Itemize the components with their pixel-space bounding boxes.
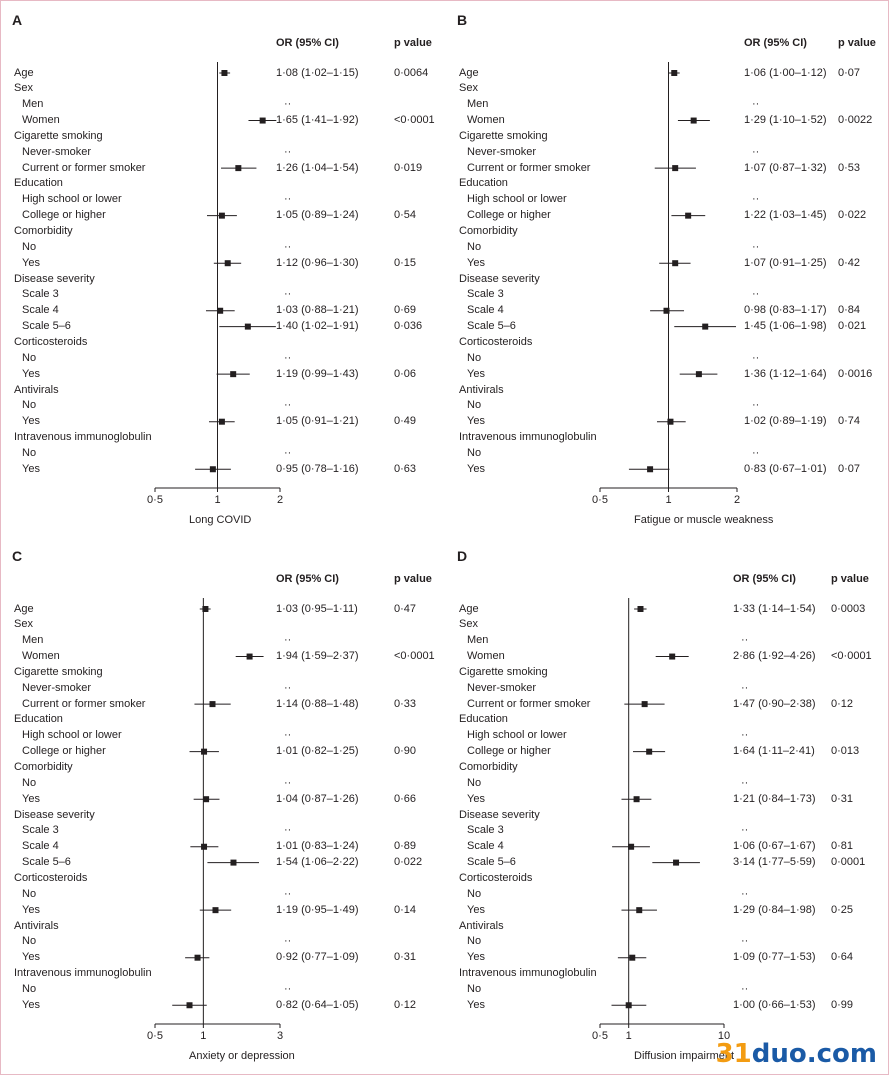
row-label: Comorbidity bbox=[14, 761, 73, 773]
row-label: Yes bbox=[467, 792, 485, 805]
row-label: Age bbox=[459, 602, 479, 615]
or-ci-value: 1·00 (0·66–1·53) bbox=[733, 998, 816, 1011]
or-ci-value: 1·33 (1·14–1·54) bbox=[733, 602, 816, 615]
row-label: Sex bbox=[459, 82, 478, 95]
row-label: Yes bbox=[467, 998, 485, 1011]
row-label: Education bbox=[14, 713, 63, 726]
row-label: No bbox=[22, 982, 37, 995]
row-label: Yes bbox=[22, 462, 40, 475]
or-ci-value: ·· bbox=[741, 729, 749, 742]
or-point-marker bbox=[628, 844, 634, 850]
or-ci-value: ·· bbox=[284, 776, 292, 789]
or-point-marker bbox=[219, 213, 225, 219]
or-point-marker bbox=[245, 324, 251, 330]
row-label: Scale 4 bbox=[22, 304, 59, 317]
row-label: Scale 5–6 bbox=[22, 320, 71, 333]
watermark-number: 31 bbox=[715, 1039, 752, 1069]
or-ci-value: ·· bbox=[284, 351, 292, 364]
p-column-header: p value bbox=[394, 573, 432, 585]
or-ci-value: ·· bbox=[741, 887, 749, 900]
or-ci-value: 1·01 (0·83–1·24) bbox=[276, 840, 359, 853]
row-label: No bbox=[22, 887, 37, 900]
or-ci-value: ·· bbox=[284, 982, 292, 995]
x-tick-label: 1 bbox=[625, 1030, 632, 1042]
or-ci-value: 1·94 (1·59–2·37) bbox=[276, 650, 359, 663]
p-value: 0·15 bbox=[394, 256, 417, 269]
or-ci-value: ·· bbox=[741, 982, 749, 995]
p-column-header: p value bbox=[831, 573, 869, 585]
x-tick-label: 2 bbox=[733, 494, 741, 506]
row-label: No bbox=[467, 887, 482, 900]
p-value: 0·31 bbox=[394, 951, 417, 964]
panel-letter: D bbox=[457, 548, 468, 564]
row-label: Women bbox=[467, 114, 505, 127]
row-label: Yes bbox=[22, 951, 40, 964]
or-ci-value: ·· bbox=[284, 681, 292, 694]
row-label: No bbox=[467, 982, 482, 995]
or-ci-value: 1·01 (0·82–1·25) bbox=[276, 745, 359, 758]
p-value: 0·53 bbox=[838, 161, 861, 174]
x-axis-title: Diffusion impairment bbox=[634, 1050, 735, 1062]
or-point-marker bbox=[672, 260, 678, 266]
row-label: Cigarette smoking bbox=[14, 665, 103, 678]
or-ci-value: 3·14 (1·77–5·59) bbox=[733, 856, 816, 869]
or-ci-value: ·· bbox=[741, 681, 749, 694]
row-label: No bbox=[467, 446, 482, 459]
or-point-marker bbox=[671, 70, 677, 76]
p-value: 0·99 bbox=[831, 998, 854, 1011]
row-label: Yes bbox=[22, 792, 40, 805]
or-ci-value: ·· bbox=[752, 288, 760, 301]
row-label: Scale 4 bbox=[467, 304, 504, 317]
or-ci-value: ·· bbox=[741, 634, 749, 647]
p-column-header: p value bbox=[394, 37, 432, 49]
row-label: Men bbox=[467, 634, 489, 647]
row-label: Age bbox=[14, 66, 34, 79]
or-column-header: OR (95% CI) bbox=[744, 37, 807, 49]
or-ci-value: ·· bbox=[752, 240, 760, 253]
or-ci-value: 1·36 (1·12–1·64) bbox=[744, 367, 827, 380]
or-ci-value: ·· bbox=[741, 776, 749, 789]
or-point-marker bbox=[217, 308, 223, 314]
or-ci-value: 1·29 (0·84–1·98) bbox=[733, 903, 816, 916]
or-point-marker bbox=[626, 1002, 632, 1008]
or-ci-value: 1·54 (1·06–2·22) bbox=[276, 856, 359, 869]
or-point-marker bbox=[225, 260, 231, 266]
row-label: Yes bbox=[467, 256, 485, 269]
or-point-marker bbox=[230, 371, 236, 377]
row-label: Corticosteroids bbox=[459, 871, 533, 884]
or-ci-value: ·· bbox=[752, 98, 760, 111]
or-ci-value: 1·06 (1·00–1·12) bbox=[744, 66, 827, 79]
or-ci-value: ·· bbox=[284, 240, 292, 253]
row-label: Education bbox=[14, 177, 63, 190]
or-point-marker bbox=[202, 606, 208, 612]
or-point-marker bbox=[212, 907, 218, 913]
or-point-marker bbox=[673, 860, 679, 866]
row-label: Women bbox=[467, 650, 505, 663]
or-point-marker bbox=[235, 165, 241, 171]
row-label: No bbox=[22, 776, 37, 789]
row-label: Yes bbox=[467, 415, 485, 428]
p-value: 0·12 bbox=[831, 697, 854, 710]
or-point-marker bbox=[647, 466, 653, 472]
row-label: Antivirals bbox=[14, 383, 59, 396]
row-label: College or higher bbox=[22, 209, 106, 222]
or-ci-value: 1·02 (0·89–1·19) bbox=[744, 415, 827, 428]
row-label: Current or former smoker bbox=[467, 161, 591, 174]
row-label: College or higher bbox=[467, 209, 551, 222]
or-point-marker bbox=[187, 1002, 193, 1008]
row-label: Intravenous immunoglobulin bbox=[14, 431, 152, 444]
p-value: 0·013 bbox=[831, 745, 860, 758]
or-ci-value: ·· bbox=[284, 824, 292, 837]
row-label: No bbox=[467, 776, 482, 789]
p-value: 0·69 bbox=[394, 304, 417, 317]
or-ci-value: 1·29 (1·10–1·52) bbox=[744, 114, 827, 127]
p-value: <0·0001 bbox=[831, 650, 872, 663]
p-value: 0·89 bbox=[394, 840, 417, 853]
x-tick-label: 1 bbox=[665, 494, 672, 506]
row-label: High school or lower bbox=[22, 193, 122, 206]
row-label: Cigarette smoking bbox=[459, 665, 548, 678]
row-label: Sex bbox=[14, 618, 33, 631]
or-point-marker bbox=[636, 907, 642, 913]
row-label: Cigarette smoking bbox=[459, 129, 548, 142]
or-point-marker bbox=[203, 796, 209, 802]
p-value: 0·42 bbox=[838, 256, 861, 269]
row-label: No bbox=[22, 399, 37, 412]
or-point-marker bbox=[230, 860, 236, 866]
or-point-marker bbox=[642, 701, 648, 707]
or-point-marker bbox=[634, 796, 640, 802]
p-value: 0·54 bbox=[394, 209, 417, 222]
p-value: 0·66 bbox=[394, 792, 417, 805]
x-axis-title: Anxiety or depression bbox=[189, 1050, 295, 1062]
or-point-marker bbox=[696, 371, 702, 377]
row-label: Sex bbox=[14, 82, 33, 95]
p-value: 0·33 bbox=[394, 697, 417, 710]
p-value: 0·06 bbox=[394, 367, 417, 380]
row-label: Intravenous immunoglobulin bbox=[14, 967, 152, 980]
or-ci-value: 0·92 (0·77–1·09) bbox=[276, 951, 359, 964]
row-label: Scale 3 bbox=[467, 288, 504, 301]
p-value: 0·0016 bbox=[838, 367, 873, 380]
row-label: Yes bbox=[467, 951, 485, 964]
forest-plot-c bbox=[0, 536, 440, 1066]
x-tick-label: 10 bbox=[717, 1030, 731, 1042]
or-ci-value: ·· bbox=[284, 98, 292, 111]
row-label: Antivirals bbox=[459, 919, 504, 932]
or-point-marker bbox=[702, 324, 708, 330]
or-point-marker bbox=[209, 701, 215, 707]
or-ci-value: ·· bbox=[284, 288, 292, 301]
p-value: 0·0001 bbox=[831, 856, 866, 869]
or-ci-value: 1·47 (0·90–2·38) bbox=[733, 697, 816, 710]
row-label: Comorbidity bbox=[459, 225, 518, 237]
row-label: No bbox=[22, 446, 37, 459]
row-label: Yes bbox=[467, 903, 485, 916]
row-label: Comorbidity bbox=[459, 761, 518, 773]
or-point-marker bbox=[210, 466, 216, 472]
row-label: Disease severity bbox=[459, 808, 540, 821]
or-point-marker bbox=[691, 118, 697, 124]
or-ci-value: 1·07 (0·91–1·25) bbox=[744, 256, 827, 269]
or-ci-value: 0·95 (0·78–1·16) bbox=[276, 462, 359, 475]
or-point-marker bbox=[219, 419, 225, 425]
row-label: Yes bbox=[22, 415, 40, 428]
or-ci-value: ·· bbox=[284, 935, 292, 948]
row-label: Scale 4 bbox=[467, 840, 504, 853]
or-ci-value: 0·98 (0·83–1·17) bbox=[744, 304, 827, 317]
row-label: Never-smoker bbox=[467, 681, 537, 694]
row-label: High school or lower bbox=[22, 729, 122, 742]
or-ci-value: 1·40 (1·02–1·91) bbox=[276, 320, 359, 333]
or-column-header: OR (95% CI) bbox=[276, 37, 339, 49]
p-value: 0·14 bbox=[394, 903, 417, 916]
row-label: Scale 5–6 bbox=[22, 856, 71, 869]
x-axis-title: Fatigue or muscle weakness bbox=[634, 514, 774, 526]
or-ci-value: ·· bbox=[284, 145, 292, 158]
row-label: Women bbox=[22, 650, 60, 663]
p-column-header: p value bbox=[838, 37, 876, 49]
p-value: 0·0022 bbox=[838, 114, 873, 127]
forest-svg bbox=[0, 536, 440, 1066]
p-value: 0·019 bbox=[394, 161, 423, 174]
or-point-marker bbox=[685, 213, 691, 219]
row-label: No bbox=[22, 935, 37, 948]
x-tick-label: 1 bbox=[214, 494, 221, 506]
panel-letter: A bbox=[12, 12, 23, 28]
row-label: Antivirals bbox=[459, 383, 504, 396]
forest-svg bbox=[0, 0, 440, 530]
row-label: College or higher bbox=[467, 745, 551, 758]
row-label: Yes bbox=[22, 998, 40, 1011]
or-point-marker bbox=[629, 955, 635, 961]
p-value: 0·021 bbox=[838, 320, 867, 333]
or-point-marker bbox=[637, 606, 643, 612]
p-value: 0·63 bbox=[394, 462, 417, 475]
or-point-marker bbox=[247, 654, 253, 660]
or-ci-value: 1·04 (0·87–1·26) bbox=[276, 792, 359, 805]
row-label: Corticosteroids bbox=[14, 335, 88, 348]
or-ci-value: ·· bbox=[284, 887, 292, 900]
row-label: Corticosteroids bbox=[459, 335, 533, 348]
row-label: Disease severity bbox=[459, 272, 540, 285]
row-label: Yes bbox=[22, 256, 40, 269]
or-point-marker bbox=[201, 749, 207, 755]
p-value: 0·74 bbox=[838, 415, 861, 428]
row-label: Men bbox=[22, 98, 44, 111]
or-ci-value: 1·65 (1·41–1·92) bbox=[276, 114, 359, 127]
or-point-marker bbox=[201, 844, 207, 850]
p-value: 0·07 bbox=[838, 66, 861, 79]
p-value: 0·022 bbox=[838, 209, 867, 222]
row-label: Intravenous immunoglobulin bbox=[459, 431, 597, 444]
row-label: Yes bbox=[22, 367, 40, 380]
row-label: No bbox=[22, 351, 37, 364]
or-point-marker bbox=[260, 118, 266, 124]
or-ci-value: 1·08 (1·02–1·15) bbox=[276, 66, 359, 79]
or-ci-value: 1·05 (0·89–1·24) bbox=[276, 209, 359, 222]
x-tick-label: 0·5 bbox=[147, 494, 163, 506]
or-ci-value: ·· bbox=[752, 193, 760, 206]
p-value: 0·64 bbox=[831, 951, 854, 964]
row-label: Never-smoker bbox=[467, 145, 537, 158]
or-point-marker bbox=[664, 308, 670, 314]
or-ci-value: 1·22 (1·03–1·45) bbox=[744, 209, 827, 222]
row-label: Disease severity bbox=[14, 272, 95, 285]
panel-letter: B bbox=[457, 12, 468, 28]
p-value: 0·036 bbox=[394, 320, 423, 333]
or-ci-value: 1·26 (1·04–1·54) bbox=[276, 161, 359, 174]
row-label: Comorbidity bbox=[14, 225, 73, 237]
row-label: No bbox=[467, 240, 482, 253]
forest-svg bbox=[445, 536, 885, 1066]
row-label: Disease severity bbox=[14, 808, 95, 821]
or-ci-value: ·· bbox=[284, 729, 292, 742]
row-label: No bbox=[467, 935, 482, 948]
x-tick-label: 0·5 bbox=[592, 1030, 608, 1042]
row-label: Age bbox=[459, 66, 479, 79]
p-value: 0·022 bbox=[394, 856, 423, 869]
row-label: Women bbox=[22, 114, 60, 127]
or-ci-value: 1·19 (0·99–1·43) bbox=[276, 367, 359, 380]
or-ci-value: 1·09 (0·77–1·53) bbox=[733, 951, 816, 964]
p-value: 0·31 bbox=[831, 792, 854, 805]
or-point-marker bbox=[667, 419, 673, 425]
or-ci-value: 0·83 (0·67–1·01) bbox=[744, 462, 827, 475]
p-value: 0·90 bbox=[394, 745, 417, 758]
row-label: Education bbox=[459, 713, 508, 726]
or-ci-value: 0·82 (0·64–1·05) bbox=[276, 998, 359, 1011]
or-ci-value: 1·05 (0·91–1·21) bbox=[276, 415, 359, 428]
or-ci-value: 1·07 (0·87–1·32) bbox=[744, 161, 827, 174]
or-ci-value: 2·86 (1·92–4·26) bbox=[733, 650, 816, 663]
panel-letter: C bbox=[12, 548, 23, 564]
row-label: Age bbox=[14, 602, 34, 615]
x-tick-label: 1 bbox=[200, 1030, 207, 1042]
row-label: College or higher bbox=[22, 745, 106, 758]
row-label: Scale 4 bbox=[22, 840, 59, 853]
or-ci-value: ·· bbox=[752, 446, 760, 459]
watermark bbox=[716, 1039, 877, 1069]
p-value: <0·0001 bbox=[394, 650, 435, 663]
or-ci-value: ·· bbox=[284, 446, 292, 459]
row-label: Scale 3 bbox=[22, 824, 59, 837]
row-label: No bbox=[467, 351, 482, 364]
or-ci-value: ·· bbox=[752, 399, 760, 412]
p-value: 0·0064 bbox=[394, 66, 429, 79]
or-ci-value: 1·45 (1·06–1·98) bbox=[744, 320, 827, 333]
row-label: No bbox=[22, 240, 37, 253]
or-ci-value: 1·64 (1·11–2·41) bbox=[733, 745, 815, 758]
p-value: 0·0003 bbox=[831, 602, 866, 615]
x-tick-label: 0·5 bbox=[147, 1030, 163, 1042]
or-ci-value: 1·21 (0·84–1·73) bbox=[733, 792, 816, 805]
row-label: Scale 3 bbox=[467, 824, 504, 837]
p-value: <0·0001 bbox=[394, 114, 435, 127]
p-value: 0·81 bbox=[831, 840, 854, 853]
or-column-header: OR (95% CI) bbox=[733, 573, 796, 585]
row-label: Intravenous immunoglobulin bbox=[459, 967, 597, 980]
row-label: Current or former smoker bbox=[467, 697, 591, 710]
p-value: 0·12 bbox=[394, 998, 417, 1011]
or-column-header: OR (95% CI) bbox=[276, 573, 339, 585]
row-label: Antivirals bbox=[14, 919, 59, 932]
row-label: Current or former smoker bbox=[22, 697, 146, 710]
row-label: Sex bbox=[459, 618, 478, 631]
or-ci-value: ·· bbox=[284, 193, 292, 206]
or-ci-value: ·· bbox=[284, 399, 292, 412]
watermark-text: duo.com bbox=[751, 1039, 877, 1069]
row-label: Yes bbox=[467, 367, 485, 380]
row-label: Never-smoker bbox=[22, 145, 92, 158]
row-label: Education bbox=[459, 177, 508, 190]
or-ci-value: 1·06 (0·67–1·67) bbox=[733, 840, 816, 853]
or-ci-value: 1·19 (0·95–1·49) bbox=[276, 903, 359, 916]
row-label: No bbox=[467, 399, 482, 412]
forest-plot-d bbox=[445, 536, 885, 1066]
p-value: 0·84 bbox=[838, 304, 861, 317]
row-label: High school or lower bbox=[467, 729, 567, 742]
row-label: Men bbox=[22, 634, 44, 647]
or-ci-value: 1·03 (0·88–1·21) bbox=[276, 304, 359, 317]
or-point-marker bbox=[672, 165, 678, 171]
forest-plot-a bbox=[0, 0, 440, 530]
row-label: Corticosteroids bbox=[14, 871, 88, 884]
x-tick-label: 2 bbox=[276, 494, 284, 506]
row-label: Scale 5–6 bbox=[467, 320, 516, 333]
row-label: Never-smoker bbox=[22, 681, 92, 694]
or-ci-value: 1·12 (0·96–1·30) bbox=[276, 256, 359, 269]
row-label: Scale 5–6 bbox=[467, 856, 516, 869]
x-axis-title: Long COVID bbox=[189, 514, 252, 526]
p-value: 0·07 bbox=[838, 462, 861, 475]
or-point-marker bbox=[221, 70, 227, 76]
row-label: Yes bbox=[22, 903, 40, 916]
or-ci-value: 1·14 (0·88–1·48) bbox=[276, 697, 359, 710]
row-label: Cigarette smoking bbox=[14, 129, 103, 142]
forest-plot-b bbox=[445, 0, 885, 530]
x-tick-label: 3 bbox=[276, 1030, 284, 1042]
or-point-marker bbox=[646, 749, 652, 755]
or-ci-value: ·· bbox=[752, 145, 760, 158]
x-tick-label: 0·5 bbox=[592, 494, 608, 506]
or-ci-value: ·· bbox=[752, 351, 760, 364]
p-value: 0·47 bbox=[394, 602, 417, 615]
or-ci-value: 1·03 (0·95–1·11) bbox=[276, 602, 358, 615]
or-point-marker bbox=[195, 955, 201, 961]
p-value: 0·25 bbox=[831, 903, 854, 916]
row-label: Current or former smoker bbox=[22, 161, 146, 174]
row-label: Men bbox=[467, 98, 489, 111]
row-label: Yes bbox=[467, 462, 485, 475]
or-ci-value: ·· bbox=[284, 634, 292, 647]
or-ci-value: ·· bbox=[741, 935, 749, 948]
p-value: 0·49 bbox=[394, 415, 417, 428]
or-point-marker bbox=[669, 654, 675, 660]
row-label: Scale 3 bbox=[22, 288, 59, 301]
or-ci-value: ·· bbox=[741, 824, 749, 837]
row-label: High school or lower bbox=[467, 193, 567, 206]
